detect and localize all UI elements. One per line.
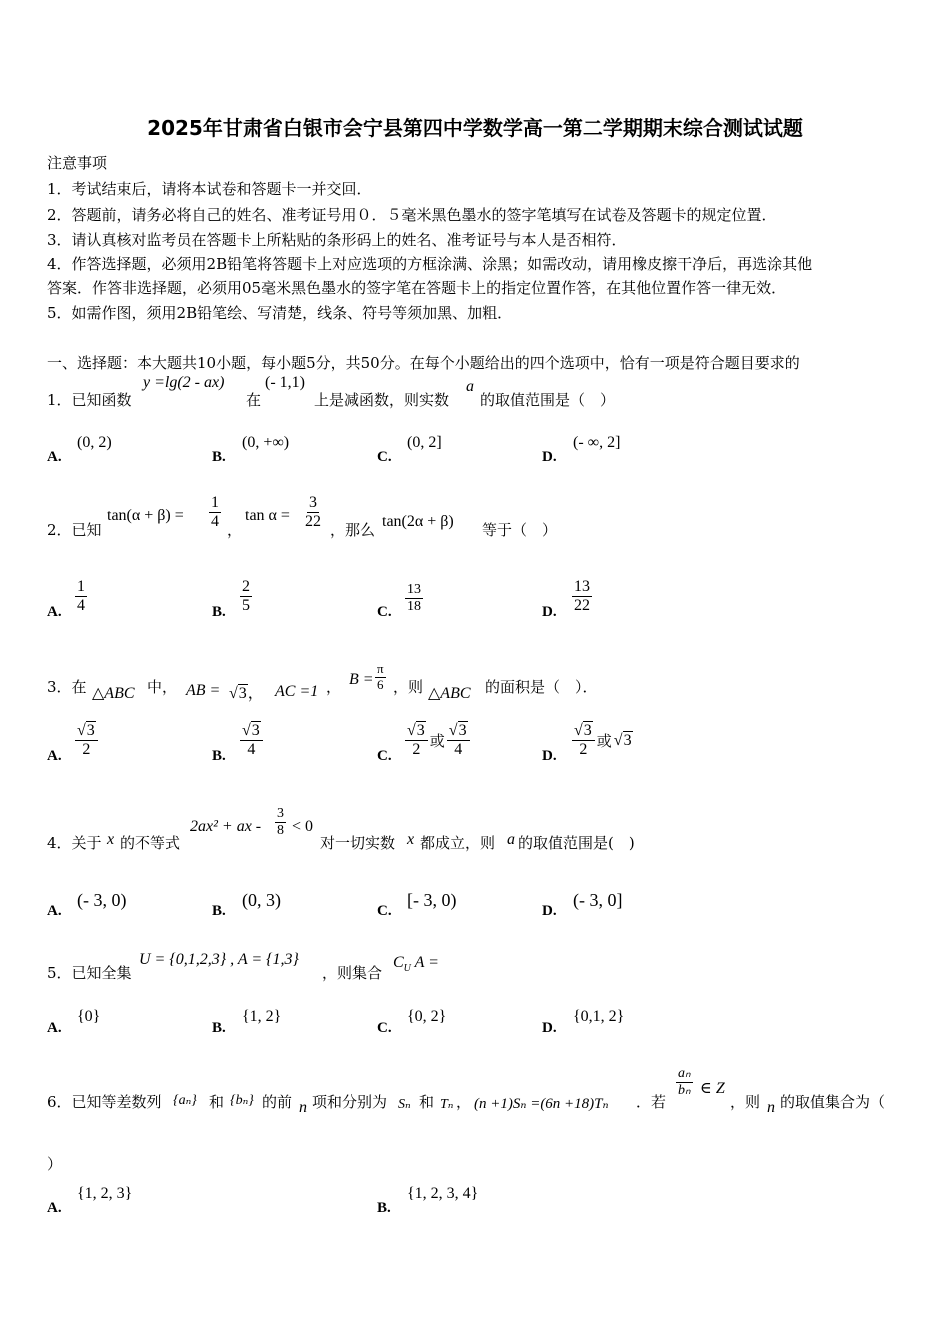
numerator: 13 [572,578,592,597]
numerator: aₙ [676,1066,693,1083]
question-text: 的取值范围是( ) [518,834,635,852]
question-text: 和 [209,1093,225,1111]
option-a[interactable]: (- 3, 0) [77,890,127,910]
option-label[interactable]: D. [542,1020,557,1036]
option-a[interactable] [75,578,87,616]
numerator: 3 [307,494,319,513]
math-fraction [275,806,286,839]
question-text: 关于 [71,834,102,852]
option-b[interactable]: $\frac{√3}{4}$ [240,722,263,760]
option-label[interactable]: A. [47,604,62,620]
option-label[interactable]: C. [377,1020,392,1036]
question-text: 已知 [71,521,102,539]
exam-title: 2025年甘肃省白银市会宁县第四中学数学高一第二学期期末综合测试试题 [147,116,803,140]
notice-item: 2．答题前，请务必将自己的姓名、准考证号用０．５毫米黑色墨水的签字笔填写在试卷及答题卡的规定位置． [47,206,777,224]
option-c[interactable]: (0, 2] [407,434,442,451]
question-text: 和 [419,1093,435,1111]
or-text: 或 [596,732,612,751]
math-var: n [767,1099,775,1116]
question-text: 等于（ ） [482,521,558,539]
radicand: 3 [623,731,632,749]
punct: ， [227,521,243,539]
math-expr: ∈ Z [700,1080,725,1097]
question-text: 在 [246,391,262,409]
math-expr: AB = [186,682,221,699]
question-number: 2． [47,521,72,539]
option-d[interactable]: (- ∞, 2] [573,434,621,451]
question-number: 6． [47,1093,72,1111]
denominator: 2 [412,741,421,759]
question-text: 的取值范围是（ ） [480,391,616,409]
question-3 [47,676,87,697]
radicand: 3 [86,722,95,739]
question-text: ） [47,1155,63,1173]
option-label[interactable]: B. [212,604,226,620]
numerator: 2 [240,578,252,597]
question-5 [47,962,132,983]
notice-item: 3．请认真核对监考员在答题卡上所粘贴的条形码上的姓名、准考证号与本人是否相符． [47,231,627,249]
math-complement [393,954,439,974]
denominator: 6 [377,676,384,692]
option-label[interactable]: A. [47,449,62,465]
math-expr: 2ax² + ax - [190,818,262,835]
question-4 [47,832,102,853]
numerator: π [377,661,384,676]
notice-heading: 注意事项 [47,154,108,172]
option-label[interactable]: B. [212,449,226,465]
option-label[interactable]: B. [212,903,226,919]
math-fraction [375,662,386,693]
math-seq: {aₙ} [173,1093,197,1108]
complement-symbol: C [393,954,404,971]
math-seq: {bₙ} [230,1093,254,1108]
math-expr: tan(α + β) = [107,507,184,524]
denominator: 4 [247,741,256,759]
math-triangle: △ABC [428,685,471,702]
question-text: 已知全集 [71,964,132,982]
question-text: ，那么 [330,521,376,539]
math-expr: AC =1 [275,683,319,700]
option-label[interactable]: C. [377,903,392,919]
option-b[interactable] [240,578,252,616]
radicand: 3 [416,722,425,739]
option-c[interactable] [405,582,423,615]
denominator: 2 [579,741,588,759]
option-c[interactable]: {0, 2} [407,1008,447,1025]
denominator: 8 [277,823,284,839]
radicand: 3 [583,722,592,739]
punct: ， [326,678,342,696]
radicand: 3 [251,722,260,739]
math-expr: A = [414,954,439,971]
notice-item: 1．考试结束后，请将本试卷和答题卡一并交回． [47,180,372,198]
question-number: 4． [47,834,72,852]
option-label[interactable]: B. [212,1020,226,1036]
question-text: 项和分别为 [312,1093,388,1111]
math-expr: (n +1)Sₙ =(6n +18)Tₙ [474,1096,609,1112]
option-d[interactable]: (- 3, 0] [573,890,623,910]
math-var: n [299,1099,307,1116]
denominator: 4 [77,597,85,615]
option-label[interactable]: A. [47,748,62,764]
math-var: x [107,831,115,848]
subscript: U [403,963,411,975]
question-2 [47,519,102,540]
question-number: 5． [47,964,72,982]
math-var: Tₙ [440,1097,454,1112]
question-1 [47,389,132,410]
math-expr: tan(2α + β) [382,513,454,530]
option-a[interactable]: {0} [77,1008,101,1025]
option-label[interactable]: C. [377,449,392,465]
option-label[interactable]: A. [47,903,62,919]
math-fraction [676,1066,693,1099]
denominator: 4 [454,741,463,759]
denominator: bₙ [678,1083,691,1099]
denominator: 22 [305,513,321,531]
math-sets: U = {0,1,2,3} , A = {1,3} [139,951,299,968]
option-label[interactable]: D. [542,903,557,919]
question-number: 3． [47,678,72,696]
radicand: 3 [458,722,467,739]
or-text: 或 [429,732,445,751]
question-text: 对一切实数 [320,834,396,852]
math-var: a [507,831,515,848]
question-text: ，则 [393,678,424,696]
denominator: 2 [82,741,91,759]
punct: ， [456,1093,472,1111]
option-label[interactable]: A. [47,1200,62,1216]
math-var: a [466,378,474,395]
notice-item: 4．作答选择题，必须用2B铅笔将答题卡上对应选项的方框涂满、涂黑；如需改动，请用橡皮擦干净后，再选涂其他 [47,255,813,273]
math-function: y =lg(2 - ax) [143,374,225,391]
numerator: 13 [405,582,423,599]
question-text: 都成立，则 [420,834,496,852]
question-text: 的取值集合为（ [780,1093,886,1111]
math-expr: B = [349,671,374,688]
option-label[interactable]: D. [542,748,557,764]
math-fraction [303,494,323,532]
option-d[interactable]: {0,1, 2} [573,1008,625,1025]
option-label[interactable]: C. [377,748,392,764]
option-a[interactable]: (0, 2) [77,434,112,451]
math-expr: tan α = [245,507,290,524]
question-text: 已知函数 [71,391,132,409]
question-text: 中， [147,678,178,696]
option-c[interactable]: $\frac{√3}{2}$ 或 $\frac{√3}{4}$ [405,722,470,760]
numerator: 1 [75,578,87,597]
option-d[interactable] [572,578,592,616]
denominator: 18 [407,599,421,615]
question-text: 的面积是（ ）． [485,678,598,696]
question-text: 的前 [262,1093,293,1111]
notice-item: 答案．作答非选择题，必须用05毫米黑色墨水的签字笔在答题卡上的指定位置作答，在其他位置作答一律无效． [47,279,787,297]
numerator: 3 [275,806,286,823]
denominator: 4 [211,513,219,531]
question-number: 1． [47,391,72,409]
option-b[interactable]: {1, 2} [242,1008,282,1025]
section-heading: 一、选择题：本大题共10小题，每小题5分，共50分。在每个小题给出的四个选项中，恰有一项是符合题目要求的 [47,354,800,372]
question-text: 在 [71,678,87,696]
option-label[interactable]: B. [212,748,226,764]
question-6 [47,1091,162,1112]
math-sqrt: √3， [229,685,264,702]
math-expr: < 0 [292,818,314,835]
option-label[interactable]: D. [542,449,557,465]
option-b[interactable]: {1, 2, 3, 4} [407,1185,479,1202]
denominator: 5 [242,597,250,615]
option-label[interactable]: D. [542,604,557,620]
numerator: 1 [209,494,221,513]
option-label[interactable]: B. [377,1200,391,1216]
option-a[interactable]: {1, 2, 3} [77,1185,133,1202]
option-c[interactable]: [- 3, 0) [407,890,457,910]
question-text: 的不等式 [120,834,181,852]
question-text: ，则集合 [322,964,383,982]
math-fraction [209,494,221,532]
question-text: ，则 [730,1093,761,1111]
question-text: 上是减函数，则实数 [314,391,450,409]
math-var: x [407,831,415,848]
math-interval: (- 1,1) [265,374,305,391]
radicand: 3 [238,685,247,702]
option-a[interactable]: $\frac{√3}{2}$ [75,722,98,760]
denominator: 22 [574,597,590,615]
math-var: Sₙ [398,1097,411,1112]
math-triangle: △ABC [92,685,135,702]
question-text: 已知等差数列 [71,1093,162,1111]
notice-item: 5．如需作图，须用2B铅笔绘、写清楚，线条、符号等须加黑、加粗． [47,304,513,322]
question-text: ．若 [636,1093,667,1111]
option-label[interactable]: C. [377,604,392,620]
option-b[interactable]: (0, +∞) [242,434,290,451]
option-b[interactable]: (0, 3) [242,890,281,910]
option-label[interactable]: A. [47,1020,62,1036]
option-d[interactable]: $\frac{√3}{2}$ 或 √3 [574,722,632,759]
